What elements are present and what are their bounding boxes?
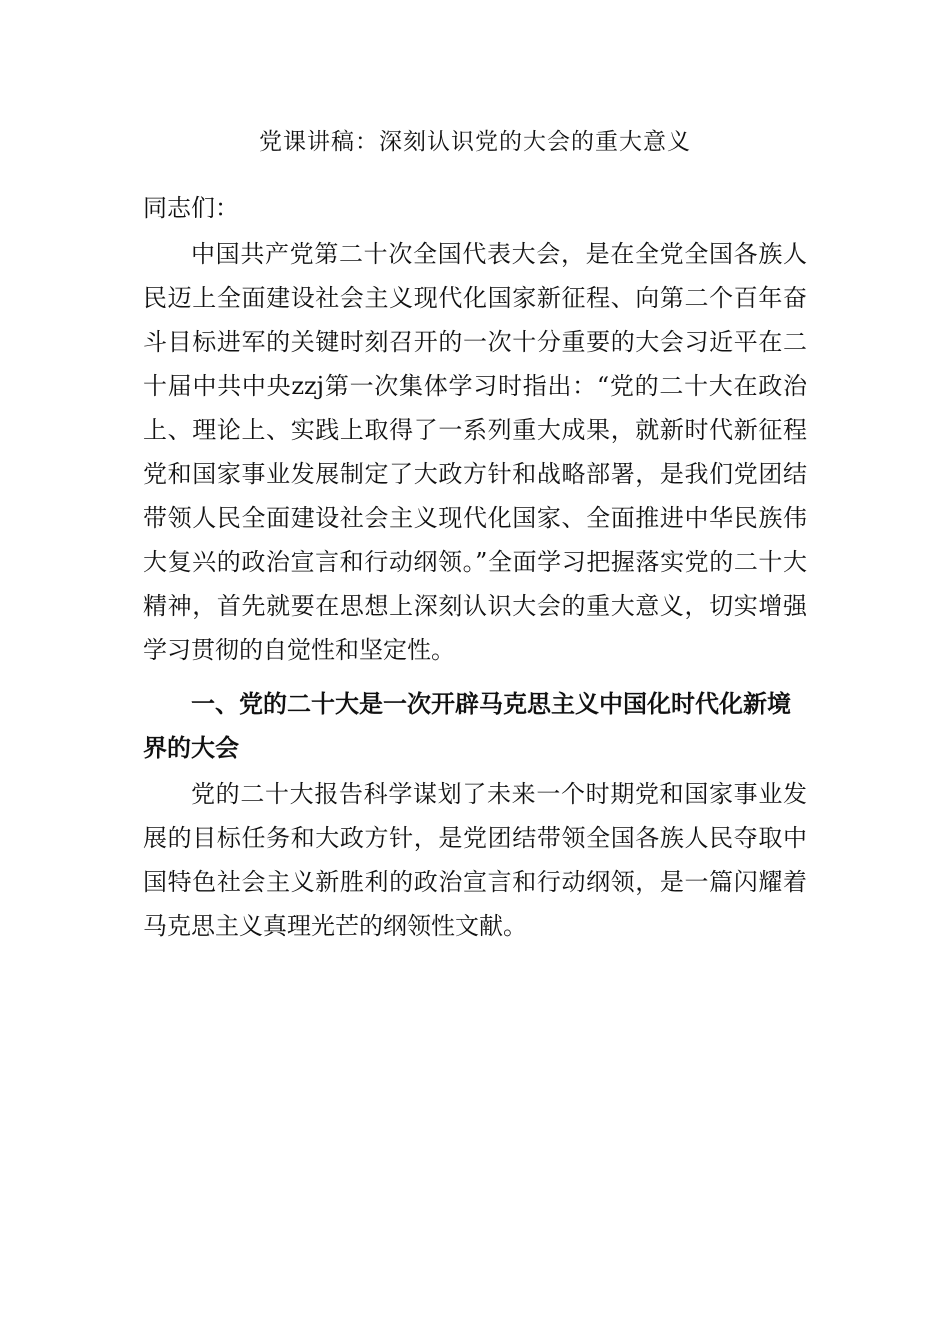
document-body	[143, 188, 807, 948]
section-heading: 一、党的二十大是一次开辟马克思主义中国化时代化新境界的大会	[143, 690, 791, 762]
document-title: 党课讲稿：深刻认识党的大会的重大意义	[259, 129, 691, 155]
paragraph-section-1: 党的二十大报告科学谋划了未来一个时期党和国家事业发展的目标任务和大政方针，是党团结带领全国各族人民夺取中国特色社会主义新胜利的政治宣言和行动纲领，是一篇闪耀着马克思主义真理光芒的纲领性文献。	[143, 780, 807, 940]
paragraph-intro: 中国共产党第二十次全国代表大会，是在全党全国各族人民迈上全面建设社会主义现代化国家新征程、向第二个百年奋斗目标进军的关键时刻召开的一次十分重要的大会习近平在二十届中共中央zzj第一次集体学习时指出：“党的二十大在政治上、理论上、实践上取得了一系列重大成果，就新时代新征程党和国家事业发展制定了大政方针和战略部署，是我们党团结带领人民全面建设社会主义现代化国家、全面推进中华民族伟大复兴的政治宣言和行动纲领。”全面学习把握落实党的二十大精神，首先就要在思想上深刻认识大会的重大意义，切实增强学习贯彻的自觉性和坚定性。	[143, 240, 807, 664]
salutation: 同志们：	[143, 194, 239, 222]
